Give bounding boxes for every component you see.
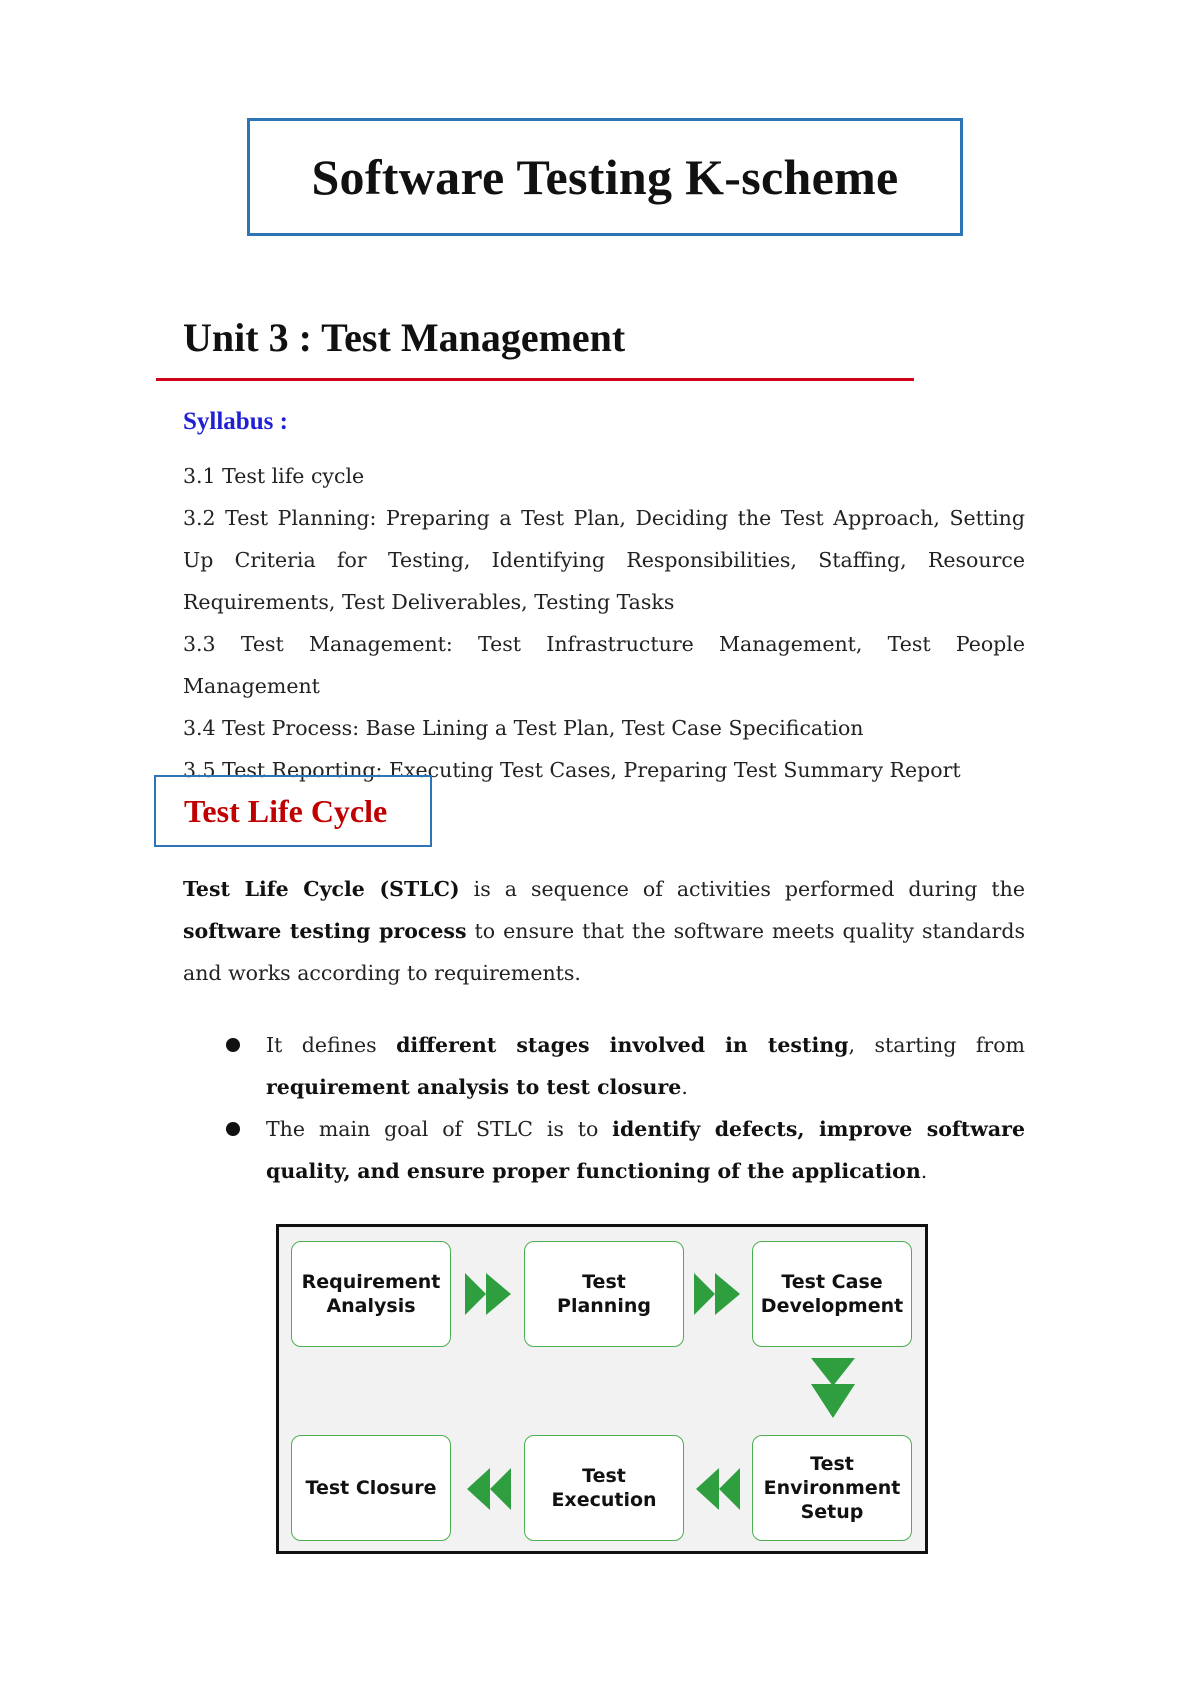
intro-text: is a sequence of activities performed during the xyxy=(459,877,1025,901)
stlc-diagram xyxy=(276,1224,928,1554)
heading-divider xyxy=(156,378,914,381)
syllabus-label: Syllabus : xyxy=(183,408,288,435)
arrow-right-icon xyxy=(694,1273,742,1315)
title-box xyxy=(247,118,963,236)
bullet-text: , starting from xyxy=(848,1033,1025,1057)
arrow-right-icon xyxy=(465,1273,513,1315)
bullet-dot-icon xyxy=(226,1122,240,1136)
syllabus-item: 3.4 Test Process: Base Lining a Test Plan, Test Case Specification xyxy=(183,716,864,740)
bullet-text: It defines xyxy=(266,1033,397,1057)
syllabus-item: 3.2 Test Planning: Preparing a Test Plan, Deciding the Test Approach, Setting Up Criteria for Testing, Identifying Responsibilities, Staffing, Resource Requirements, Test Deliverables, Testing Tasks xyxy=(183,506,1025,614)
document-title: Software Testing K-scheme xyxy=(311,149,899,205)
bullet-text: The main goal of STLC is to xyxy=(266,1117,613,1141)
arrow-chevron xyxy=(694,1273,715,1315)
bullet-bold: different stages involved in testing xyxy=(396,1033,849,1057)
arrow-chevron xyxy=(490,1468,511,1510)
intro-paragraph xyxy=(183,868,1025,994)
arrow-chevron xyxy=(696,1468,719,1510)
bullet-item xyxy=(220,1108,1025,1192)
bullet-bold: and ensure proper functioning of the application xyxy=(357,1159,921,1183)
arrow-left-icon xyxy=(694,1468,742,1510)
intro-text: to ensure that the software meets quality standards and works according to requirements. xyxy=(183,919,1025,985)
stage-test-case-development: Test Case Development xyxy=(752,1241,912,1347)
section-heading-box xyxy=(154,775,432,847)
stage-test-execution: Test Execution xyxy=(524,1435,684,1541)
arrow-chevron xyxy=(467,1468,490,1510)
arrow-chevron xyxy=(486,1273,511,1315)
stage-test-closure: Test Closure xyxy=(291,1435,451,1541)
stage-test-environment-setup: Test Environment Setup xyxy=(752,1435,912,1541)
bullet-text: . xyxy=(920,1159,928,1183)
stage-test-planning: Test Planning xyxy=(524,1241,684,1347)
syllabus-item: 3.1 Test life cycle xyxy=(183,464,365,488)
arrow-left-icon xyxy=(465,1468,513,1510)
arrow-chevron xyxy=(715,1273,740,1315)
intro-bold: software testing process xyxy=(183,919,467,943)
bullet-bold: identify defects, improve software quality, xyxy=(266,1117,1025,1183)
section-heading: Test Life Cycle xyxy=(184,792,388,829)
arrow-chevron xyxy=(811,1358,855,1386)
syllabus-item: 3.5 Test Reporting: Executing Test Cases, Preparing Test Summary Report xyxy=(183,758,961,782)
arrow-chevron xyxy=(465,1273,486,1315)
arrow-down-icon xyxy=(811,1358,855,1420)
stage-requirement-analysis: Requirement Analysis xyxy=(291,1241,451,1347)
bullet-bold: requirement analysis to test closure xyxy=(266,1075,682,1099)
unit-heading: Unit 3 : Test Management xyxy=(183,315,626,360)
bullet-list xyxy=(220,1024,1025,1192)
syllabus-item: 3.3 Test Management: Test Infrastructure Management, Test People Management xyxy=(183,632,1025,698)
arrow-chevron xyxy=(811,1384,855,1418)
bullet-text: . xyxy=(681,1075,688,1099)
bullet-item xyxy=(220,1024,1025,1108)
syllabus-list xyxy=(183,455,1025,791)
arrow-chevron xyxy=(719,1468,740,1510)
intro-term: Test Life Cycle (STLC) xyxy=(183,877,460,901)
bullet-dot-icon xyxy=(226,1038,240,1052)
